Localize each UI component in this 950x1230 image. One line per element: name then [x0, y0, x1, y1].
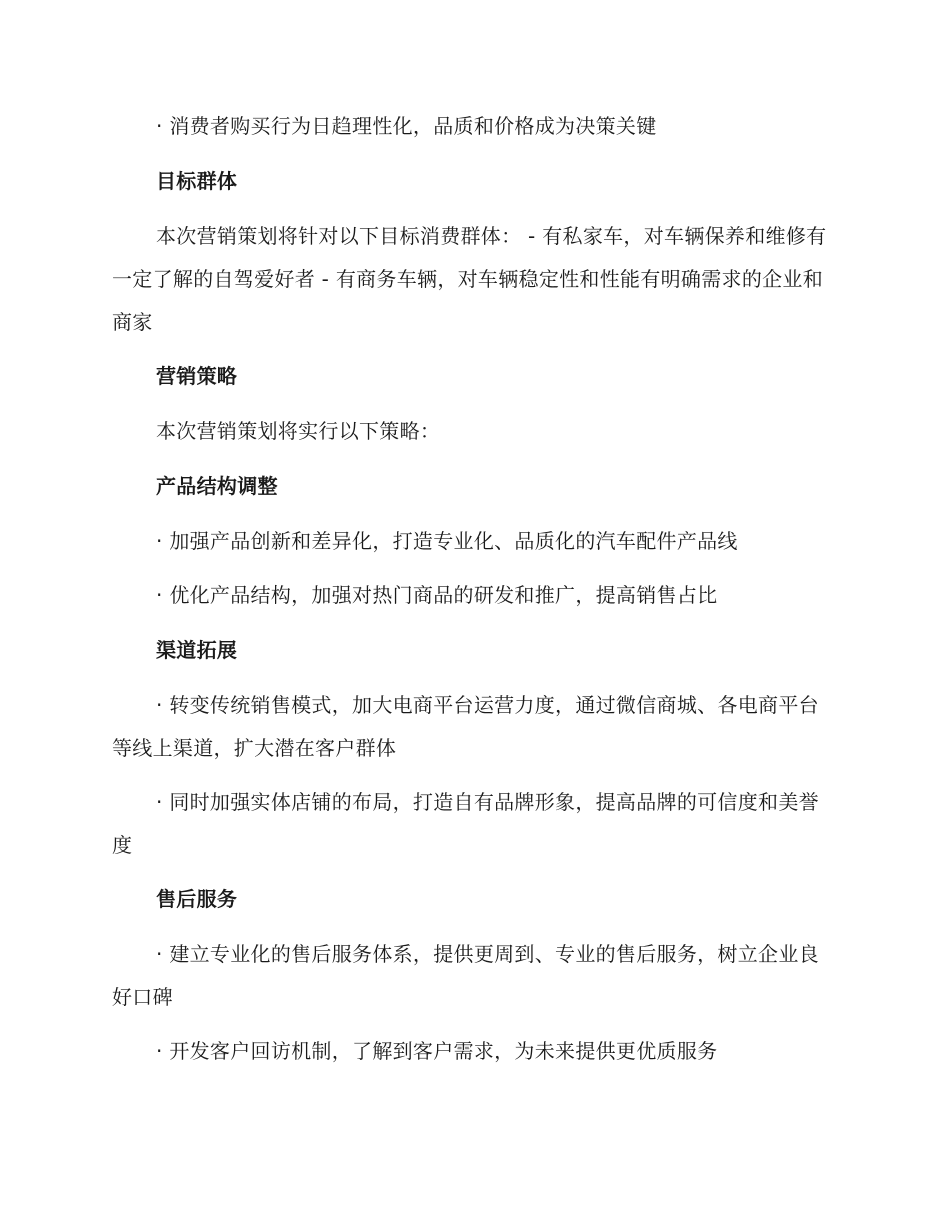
- heading-target-group: 目标群体: [156, 169, 238, 193]
- bullet-after-sales-system: · 建立专业化的售后服务体系，提供更周到、专业的售后服务，树立企业良好口碑: [112, 942, 819, 1009]
- heading-after-sales: 售后服务: [156, 887, 238, 911]
- bullet-online-channels: · 转变传统销售模式，加大电商平台运营力度，通过微信商城、各电商平台等线上渠道，扩大潜在客户群体: [112, 693, 819, 760]
- paragraph-target-group: 本次营销策划将针对以下目标消费群体： - 有私家车，对车辆保养和维修有一定了解的自驾爱好者 - 有商务车辆，对车辆稳定性和性能有明确需求的企业和商家: [112, 224, 827, 334]
- heading-product-structure: 产品结构调整: [156, 474, 278, 498]
- bullet-product-optimization: · 优化产品结构，加强对热门商品的研发和推广，提高销售占比: [156, 583, 718, 607]
- bullet-product-innovation: · 加强产品创新和差异化，打造专业化、品质化的汽车配件产品线: [156, 529, 738, 553]
- heading-marketing-strategy: 营销策略: [156, 364, 238, 388]
- bullet-customer-callback: · 开发客户回访机制，了解到客户需求，为未来提供更优质服务: [156, 1039, 718, 1063]
- heading-channel-expansion: 渠道拓展: [156, 638, 238, 662]
- bullet-consumer-behavior: · 消费者购买行为日趋理性化，品质和价格成为决策关键: [156, 114, 657, 138]
- bullet-physical-stores: · 同时加强实体店铺的布局，打造自有品牌形象，提高品牌的可信度和美誉度: [112, 790, 819, 857]
- paragraph-strategy-intro: 本次营销策划将实行以下策略：: [156, 419, 441, 443]
